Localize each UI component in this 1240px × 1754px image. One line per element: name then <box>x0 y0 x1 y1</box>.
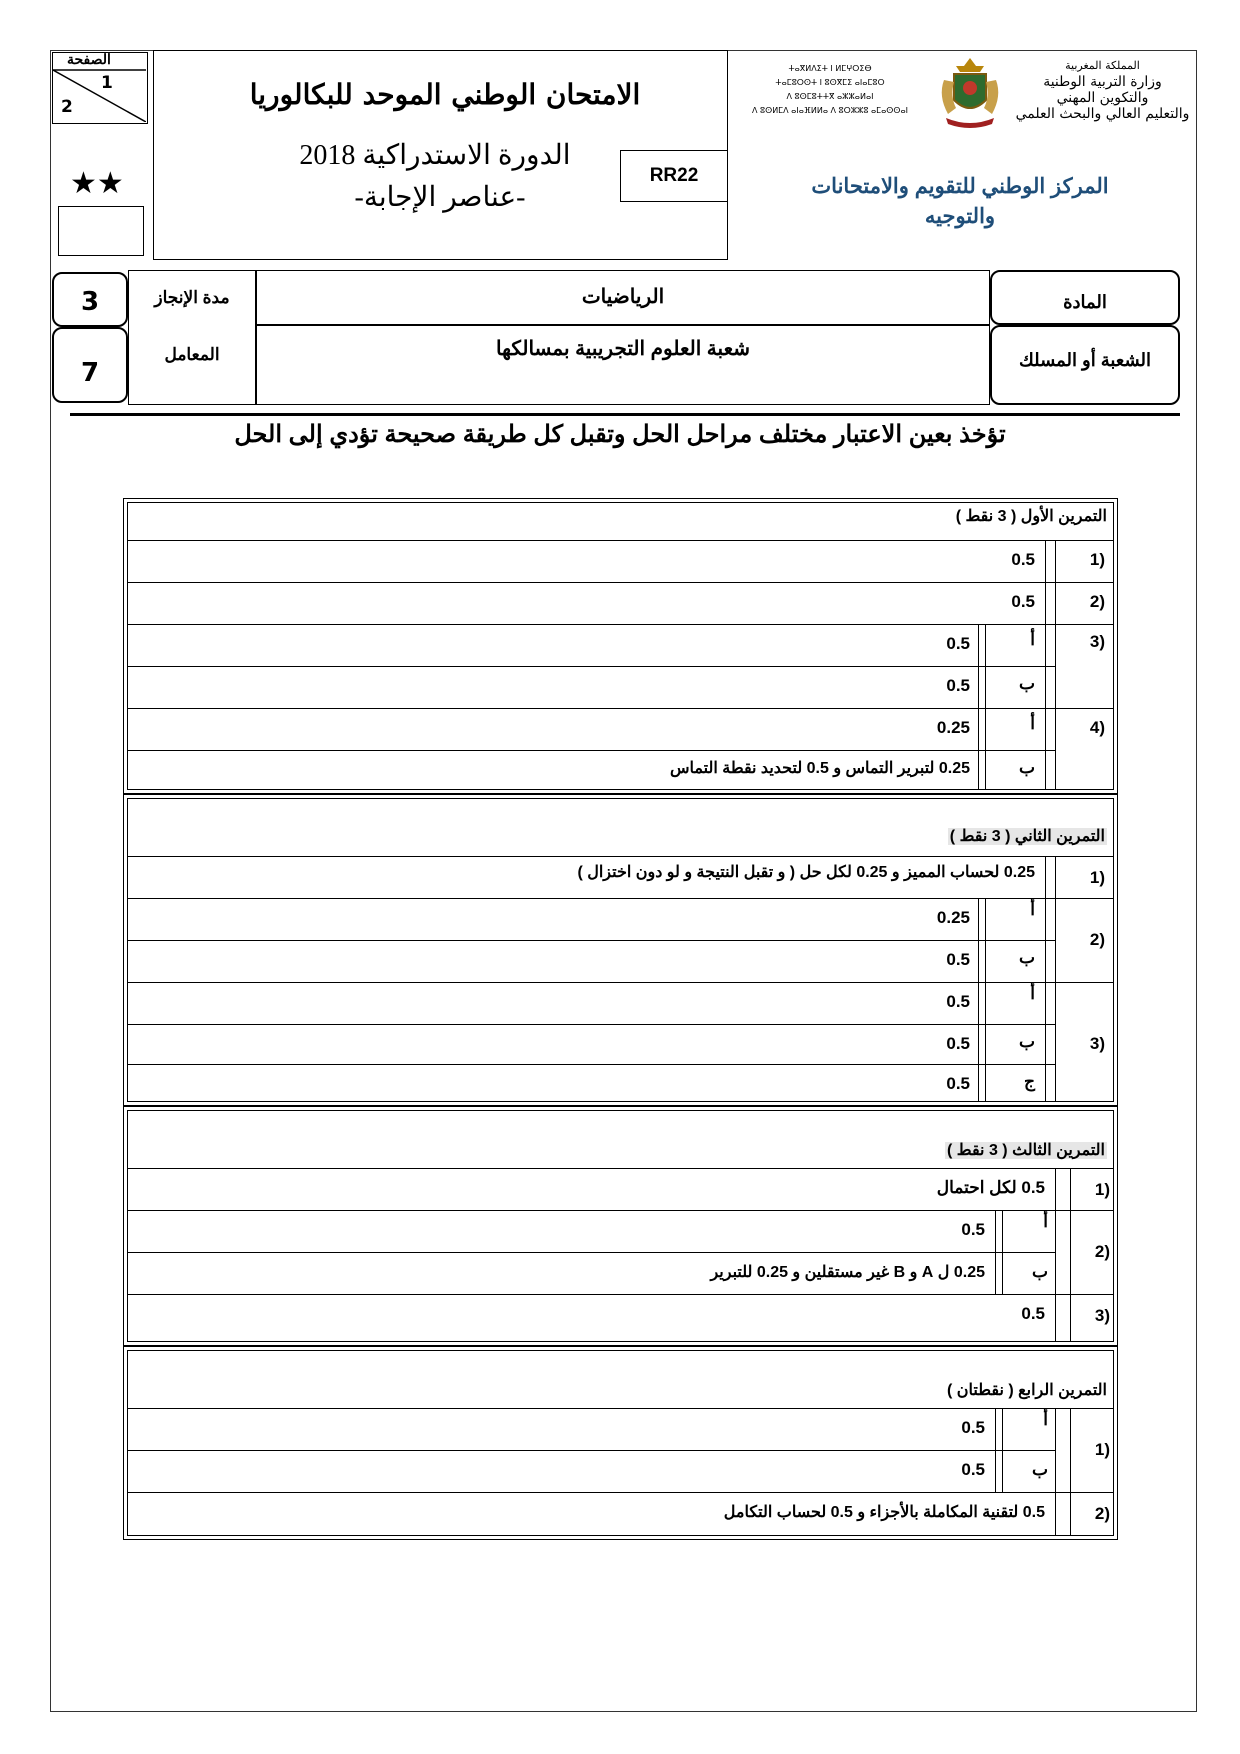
q-points: 0.5 <box>961 1418 985 1437</box>
q-points: 0.5 <box>946 950 970 969</box>
col-line <box>978 624 979 790</box>
exam-title: الامتحان الوطني الموحد للبكالوريا <box>249 78 641 111</box>
page-number-box <box>52 52 148 124</box>
tifinagh-line: ⵜⴰⴳⵍⴷⵉⵜ ⵏ ⵍⵎⵖⵔⵉⴱ <box>788 64 872 73</box>
q-points: 0.5 <box>946 1034 970 1053</box>
session-title: الدورة الاستدراكية 2018 <box>299 140 571 171</box>
col-line <box>1055 1168 1056 1342</box>
row-line <box>127 1210 1114 1211</box>
col-line <box>985 624 986 790</box>
row-line <box>127 540 1114 541</box>
q-part: ج <box>1024 1072 1035 1091</box>
q-number: (2 <box>1089 930 1105 949</box>
col-line <box>1045 540 1046 790</box>
col-line <box>1002 1408 1003 1492</box>
q-part: أ <box>1030 984 1035 1003</box>
q-part: أ <box>1043 1410 1048 1429</box>
row-line <box>127 582 1114 583</box>
q-number: (2 <box>1094 1242 1110 1261</box>
coat-of-arms-icon <box>930 52 1010 132</box>
q-points: 0.5 <box>1011 550 1035 569</box>
col-line <box>1055 856 1056 1102</box>
q-number: (3 <box>1089 1034 1105 1053</box>
center-line: والتوجيه <box>924 205 996 228</box>
q-points: 0.5 لتقنية المكاملة بالأجزاء و 0.5 لحساب التكامل <box>723 1504 1045 1521</box>
q-points: 0.5 لكل احتمال <box>936 1178 1045 1197</box>
ministry-line: المملكة المغربية <box>1065 59 1140 72</box>
page-label: الصفحة <box>67 51 111 67</box>
q-number: (1 <box>1094 1440 1110 1459</box>
q-points: 0.5 <box>946 634 970 653</box>
branch-value: شعبة العلوم التجريبية بمسالكها <box>496 338 750 360</box>
duration-label: مدة الإنجاز <box>154 288 230 307</box>
col-line <box>985 898 986 1102</box>
coef-value: 7 <box>80 358 100 388</box>
q-points: 0.5 <box>961 1460 985 1479</box>
row-line <box>127 750 1055 751</box>
grading-notice: تؤخذ بعين الاعتبار مختلف مراحل الحل وتقبل كل طريقة صحيحة تؤدي إلى الحل <box>234 421 1006 448</box>
q-part: ب <box>1018 758 1035 777</box>
col-line <box>1002 1210 1003 1294</box>
exercise-1-title: التمرين الأول ( 3 نقط ) <box>955 508 1107 525</box>
col-line <box>1070 1168 1071 1342</box>
col-line <box>995 1408 996 1492</box>
col-line <box>1055 540 1056 790</box>
subject-value: الرياضيات <box>581 286 665 308</box>
page-total: 2 <box>61 97 73 117</box>
exercise-4-title: التمرين الرابع ( نقطتان ) <box>947 1382 1107 1399</box>
q-points: 0.5 <box>946 1074 970 1093</box>
difficulty-stars: ★★ <box>70 166 124 201</box>
row-line <box>127 1492 1114 1493</box>
answer-elements-title: -عناصر الإجابة- <box>354 182 526 213</box>
q-number: (2 <box>1094 1504 1110 1523</box>
row-line <box>127 708 1114 709</box>
row-line <box>127 940 1055 941</box>
exercise-3-title <box>620 1140 1107 1160</box>
q-points: 0.5 <box>946 992 970 1011</box>
row-line <box>127 898 1114 899</box>
separator <box>70 413 1180 416</box>
q-part: ب <box>1031 1460 1048 1479</box>
q-points: 0.5 <box>946 676 970 695</box>
row-line <box>127 982 1114 983</box>
q-points: 0.5 <box>1011 592 1035 611</box>
row-line <box>127 856 1114 857</box>
exam-code: RR22 <box>620 150 728 202</box>
q-points: 0.25 ل A و B غير مستقلين و 0.25 للتبرير <box>710 1264 985 1281</box>
duration-value: 3 <box>80 287 100 317</box>
q-number: (4 <box>1089 718 1105 737</box>
center-line: المركز الوطني للتقويم والامتحانات <box>811 175 1109 198</box>
row-line <box>127 1064 1055 1065</box>
tifinagh-line: ⴷ ⵓⵙⵍⵎⴷ ⴰⵏⴰⴼⵍⵍⴰ ⴷ ⵓⵔⵣⵣⵓ ⴰⵎⴰⵙⵙⴰⵏ <box>752 106 908 115</box>
subject-label: المادة <box>1063 292 1107 312</box>
row-line <box>127 1294 1114 1295</box>
q-number: (3 <box>1094 1306 1110 1325</box>
q-part: ب <box>1018 948 1035 967</box>
blank-box <box>58 206 144 256</box>
q-number: (2 <box>1089 592 1105 611</box>
q-part: أ <box>1030 900 1035 919</box>
col-line <box>978 898 979 1102</box>
branch-label: الشعبة أو المسلك <box>1018 350 1152 370</box>
row-line <box>127 1024 1055 1025</box>
page-current: 1 <box>101 73 113 93</box>
q-number: (1 <box>1094 1180 1110 1199</box>
q-points: 0.25 <box>936 718 970 737</box>
ministry-line: والتكوين المهني <box>1056 90 1149 106</box>
ministry-block <box>1010 58 1195 122</box>
exercise-3-title-text: التمرين الثالث ( 3 نقط ) <box>947 1142 1105 1159</box>
q-part: أ <box>1030 714 1035 733</box>
q-number: (1 <box>1089 868 1105 887</box>
ministry-line: والتعليم العالي والبحث العلمي <box>1015 106 1190 122</box>
exercise-2-title <box>620 826 1107 846</box>
col-line <box>995 1210 996 1294</box>
q-part: أ <box>1030 630 1035 649</box>
row-line <box>127 1408 1114 1409</box>
col-line <box>1070 1408 1071 1536</box>
row-line <box>127 624 1114 625</box>
col-line <box>1055 1408 1056 1536</box>
tifinagh-line: ⵜⴰⵎⵓⵔⵙⵜ ⵏ ⵓⵙⴳⵎⵉ ⴰⵏⴰⵎⵓⵔ <box>775 78 885 87</box>
row-line <box>127 1252 1055 1253</box>
q-number: (3 <box>1089 632 1105 651</box>
evaluation-center <box>770 172 1150 232</box>
q-points: 0.5 <box>1021 1304 1045 1323</box>
q-points: 0.25 لتبرير التماس و 0.5 لتحديد نقطة التماس <box>669 760 970 777</box>
tifinagh-line: ⴷ ⵓⵙⵎⵓⵜⵜⴳ ⴰⵣⵣⴰⵍⴰⵏ <box>786 92 874 101</box>
q-points: 0.25 <box>936 908 970 927</box>
q-part: ب <box>1018 1032 1035 1051</box>
row-line <box>127 1450 1055 1451</box>
ministry-line: وزارة التربية الوطنية <box>1043 74 1162 90</box>
q-points: 0.5 <box>961 1220 985 1239</box>
col-line <box>1045 856 1046 1102</box>
exercise-2-title-text: التمرين الثاني ( 3 نقط ) <box>949 828 1105 845</box>
coef-label: المعامل <box>164 345 220 364</box>
tifinagh-block <box>730 62 930 118</box>
q-part: ب <box>1031 1262 1048 1281</box>
row-line <box>127 666 1055 667</box>
q-part: ب <box>1018 674 1035 693</box>
q-number: (1 <box>1089 550 1105 569</box>
q-part: أ <box>1043 1212 1048 1231</box>
q-points: 0.25 لحساب المميز و 0.25 لكل حل ( و تقبل النتيجة و لو دون اختزال ) <box>577 864 1035 881</box>
row-line <box>127 1168 1114 1169</box>
